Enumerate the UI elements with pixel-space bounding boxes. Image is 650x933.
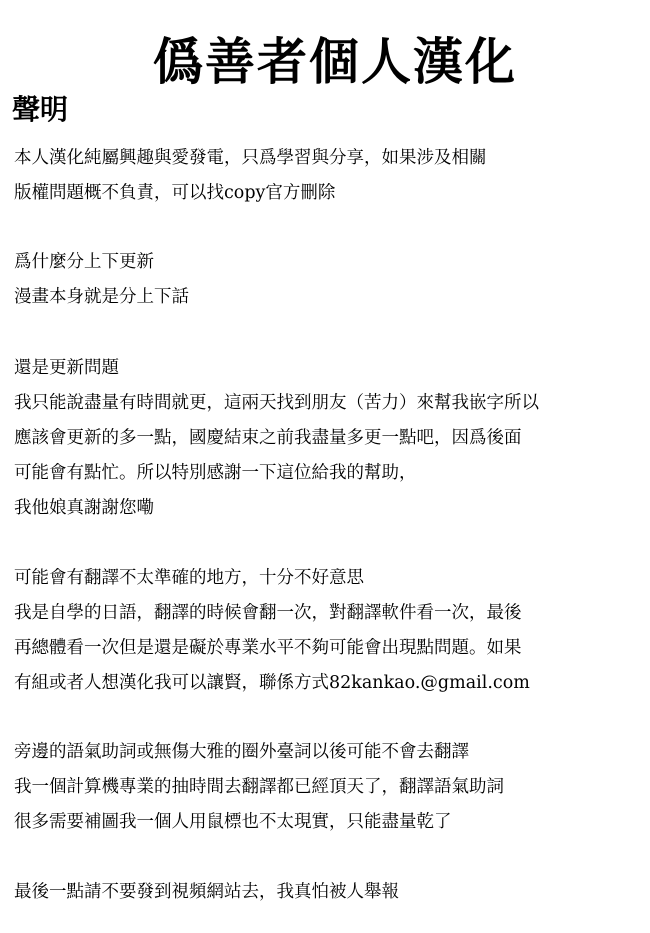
section-heading: 聲明 <box>12 93 69 126</box>
text-line: 我他娘真謝謝您嘞 <box>14 498 154 518</box>
text-line: 我只能說盡量有時間就更，這兩天找到朋友（苦力）來幫我嵌字所以 <box>14 393 539 413</box>
text-line: 版權問題概不負責，可以找copy官方刪除 <box>14 183 336 203</box>
text-line: 我是自學的日語，翻譯的時候會翻一次，對翻譯軟件看一次，最後 <box>14 603 522 623</box>
text-line: 可能會有點忙。所以特別感謝一下這位給我的幫助， <box>14 463 417 483</box>
text-line: 爲什麼分上下更新 <box>14 252 154 272</box>
text-line: 有組或者人想漢化我可以讓賢，聯係方式82kankao.@gmail.com <box>14 673 530 693</box>
page-title: 僞善者個人漢化 <box>153 32 517 91</box>
text-line: 可能會有翻譯不太準確的地方，十分不好意思 <box>14 568 364 588</box>
text-line: 本人漢化純屬興趣與愛發電，只爲學習與分享，如果涉及相關 <box>14 148 487 168</box>
text-line: 最後一點請不要發到視頻網站去，我真怕被人舉報 <box>14 882 399 902</box>
text-line: 應該會更新的多一點，國慶結束之前我盡量多更一點吧，因爲後面 <box>14 428 522 448</box>
text-line: 漫畫本身就是分上下話 <box>14 287 189 307</box>
text-line: 還是更新問題 <box>14 358 119 378</box>
text-line: 旁邊的語氣助詞或無傷大雅的圈外臺詞以後可能不會去翻譯 <box>14 742 469 762</box>
text-line: 再總體看一次但是還是礙於專業水平不夠可能會出現點問題。如果 <box>14 638 522 658</box>
text-line: 很多需要補圖我一個人用鼠標也不太現實，只能盡量乾了 <box>14 812 452 832</box>
text-line: 我一個計算機專業的抽時間去翻譯都已經頂天了，翻譯語氣助詞 <box>14 777 504 797</box>
